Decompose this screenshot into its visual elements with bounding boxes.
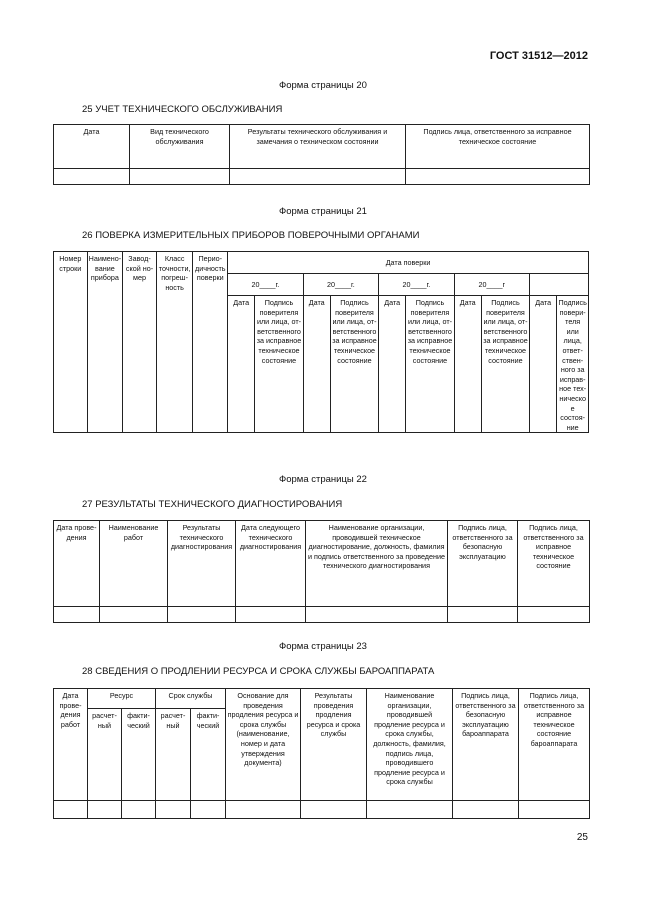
sub-col-signature: Подпись поверителя или лица, ответственного за исправное техническое состояние bbox=[557, 296, 589, 433]
sub-col-signature: Подпись поверителя или лица, ответственного за исправное техническое состояние bbox=[481, 296, 529, 433]
table-cell bbox=[168, 607, 236, 623]
col-safety-signature: Подпись лица, ответственного за безопасную эксплуатацию bbox=[448, 521, 518, 607]
maintenance-table bbox=[53, 124, 590, 185]
table-cell bbox=[301, 801, 367, 819]
table-cell bbox=[54, 607, 100, 623]
table-cell bbox=[448, 607, 518, 623]
col-basis: Основание для проведения продления ресурса и срока службы (наименование, номер и дата утверждения документа) bbox=[226, 689, 301, 801]
table-cell bbox=[54, 801, 88, 819]
sub-col-signature: Подпись поверителя или лица, ответственного за исправное техническое состояние bbox=[330, 296, 378, 433]
sub-col-date: Дата bbox=[303, 296, 330, 433]
col-responsible-signature: Подпись лица, ответственного за исправное техническое состояние bbox=[406, 125, 590, 169]
sub-col-signature: Подпись поверителя или лица, ответственного за исправное техническое состояние bbox=[406, 296, 454, 433]
table-cell bbox=[236, 607, 306, 623]
sub-col-date: Дата bbox=[454, 296, 481, 433]
verification-table bbox=[53, 251, 589, 433]
sub-col-actual: фактический bbox=[191, 709, 226, 801]
year-header: 20____г. bbox=[303, 274, 379, 296]
sub-col-signature: Подпись поверителя или лица, ответственного за исправное техническое состояние bbox=[255, 296, 303, 433]
col-date: Дата bbox=[54, 125, 130, 169]
col-maintenance-type: Вид технического обслуживания bbox=[130, 125, 230, 169]
col-organization: Наименование организации, проводившей продление ресурса и срока службы, должность, фамилия, подпись лица, проводившего продление ресурса и срока службы bbox=[367, 689, 453, 801]
col-date: Дата проведения bbox=[54, 521, 100, 607]
section-27-title: 27 РЕЗУЛЬТАТЫ ТЕХНИЧЕСКОГО ДИАГНОСТИРОВАНИЯ bbox=[82, 499, 343, 510]
table-cell bbox=[54, 169, 130, 185]
sub-col-actual: фактический bbox=[122, 709, 156, 801]
year-header: 20____г bbox=[454, 274, 530, 296]
col-verification-period: Периодичность поверки bbox=[193, 252, 228, 433]
table-cell bbox=[406, 169, 590, 185]
year-header: 20____г. bbox=[379, 274, 455, 296]
table-cell bbox=[519, 801, 590, 819]
table-cell bbox=[530, 274, 589, 296]
table-cell bbox=[122, 801, 156, 819]
form-21-title: Форма страницы 21 bbox=[279, 206, 367, 217]
col-verification-date: Дата поверки bbox=[228, 252, 589, 274]
col-state-signature: Подпись лица, ответственного за исправное техническое состояние bbox=[518, 521, 590, 607]
col-service-life: Срок службы bbox=[156, 689, 226, 709]
table-cell bbox=[367, 801, 453, 819]
table-cell bbox=[230, 169, 406, 185]
table-cell bbox=[306, 607, 448, 623]
col-resource: Ресурс bbox=[88, 689, 156, 709]
table-cell bbox=[88, 801, 122, 819]
col-state-signature: Подпись лица, ответственного за исправное техническое состояние бароаппарата bbox=[519, 689, 590, 801]
table-cell bbox=[130, 169, 230, 185]
col-row-number: Номер строки bbox=[54, 252, 88, 433]
diagnostics-table bbox=[53, 520, 590, 623]
table-cell bbox=[100, 607, 168, 623]
col-serial-number: Заводской номер bbox=[123, 252, 157, 433]
document-header: ГОСТ 31512—2012 bbox=[489, 50, 588, 62]
year-header: 20____г. bbox=[228, 274, 304, 296]
table-cell bbox=[156, 801, 191, 819]
table-cell bbox=[226, 801, 301, 819]
col-work-date: Дата проведения работ bbox=[54, 689, 88, 801]
resource-extension-table bbox=[53, 688, 590, 819]
section-25-title: 25 УЧЕТ ТЕХНИЧЕСКОГО ОБСЛУЖИВАНИЯ bbox=[82, 104, 283, 115]
section-28-title: 28 СВЕДЕНИЯ О ПРОДЛЕНИИ РЕСУРСА И СРОКА СЛУЖБЫ БАРОАППАРАТА bbox=[82, 666, 435, 677]
col-next-diagnostics-date: Дата следующего технического диагностирования bbox=[236, 521, 306, 607]
col-diagnostics-results: Результаты технического диагностирования bbox=[168, 521, 236, 607]
col-safety-signature: Подпись лица, ответственного за безопасную эксплуатацию бароаппарата bbox=[453, 689, 519, 801]
sub-col-date: Дата bbox=[379, 296, 406, 433]
form-23-title: Форма страницы 23 bbox=[279, 641, 367, 652]
col-accuracy-class: Класс точности, погрешность bbox=[156, 252, 193, 433]
col-organization: Наименование организации, проводившей техническое диагностирование, должность, фамилия и подпись ответственного за проведение технического диагностирования bbox=[306, 521, 448, 607]
col-work-name: Наименование работ bbox=[100, 521, 168, 607]
table-cell bbox=[191, 801, 226, 819]
page-number: 25 bbox=[576, 832, 588, 843]
sub-col-date: Дата bbox=[228, 296, 255, 433]
sub-col-calculated: расчетный bbox=[156, 709, 191, 801]
form-20-title: Форма страницы 20 bbox=[279, 80, 367, 91]
form-22-title: Форма страницы 22 bbox=[279, 474, 367, 485]
section-26-title: 26 ПОВЕРКА ИЗМЕРИТЕЛЬНЫХ ПРИБОРОВ ПОВЕРОЧНЫМИ ОРГАНАМИ bbox=[82, 230, 420, 241]
col-maintenance-results: Результаты технического обслуживания и замечания о техническом состоянии bbox=[230, 125, 406, 169]
sub-col-date: Дата bbox=[530, 296, 557, 433]
col-results: Результаты проведения продления ресурса и срока службы bbox=[301, 689, 367, 801]
table-cell bbox=[518, 607, 590, 623]
sub-col-calculated: расчетный bbox=[88, 709, 122, 801]
col-device-name: Наименование прибора bbox=[87, 252, 123, 433]
table-cell bbox=[453, 801, 519, 819]
